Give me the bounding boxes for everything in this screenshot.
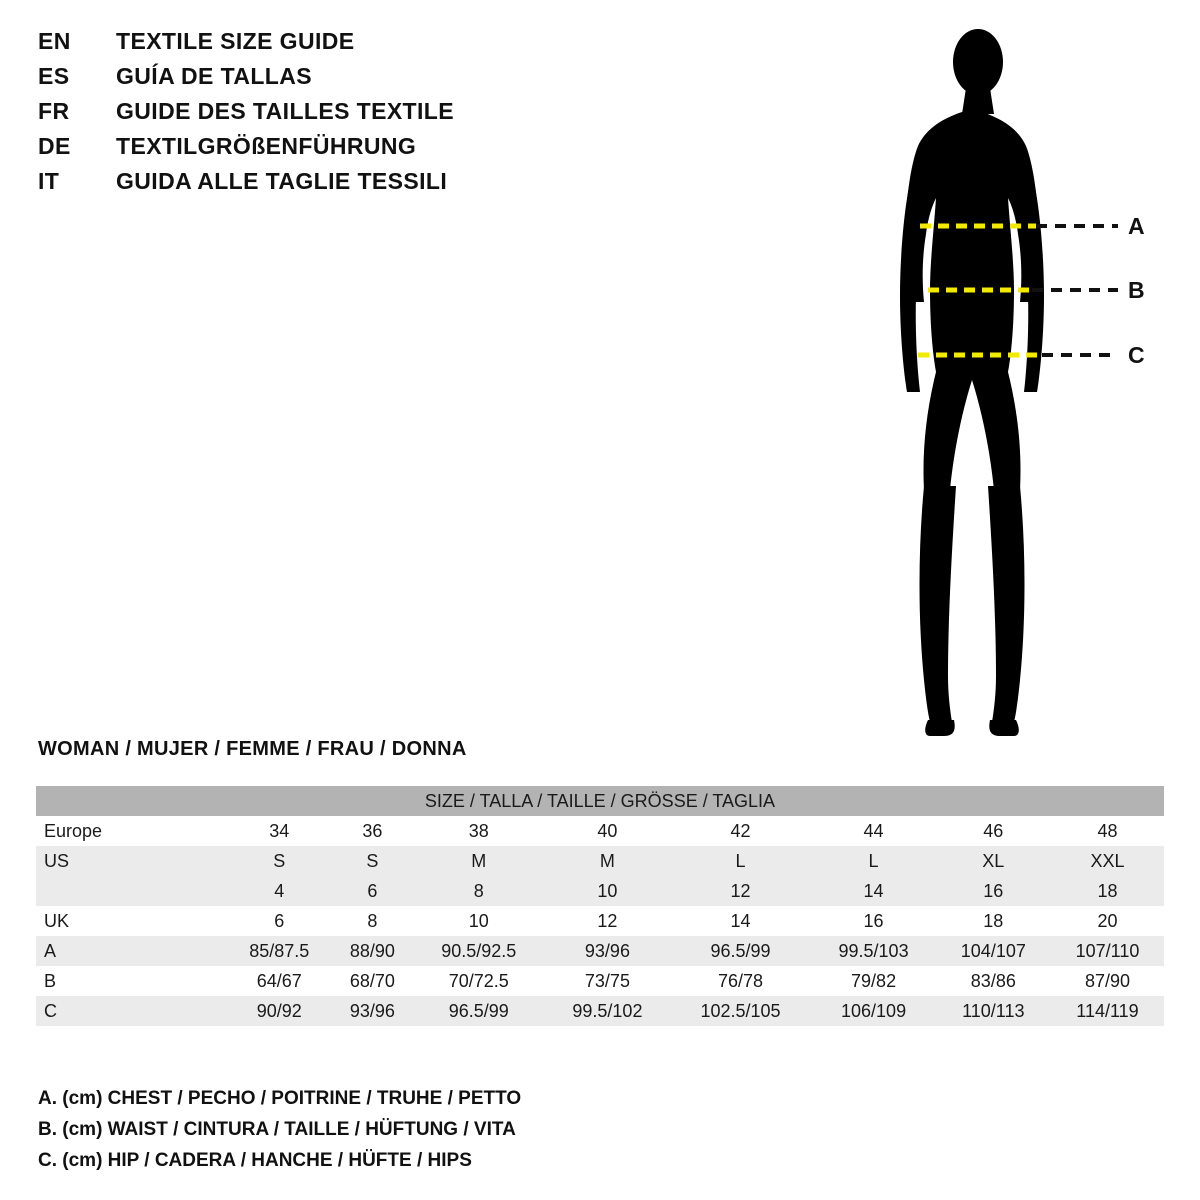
row-label: A xyxy=(36,936,226,966)
title-text: GUIDE DES TAILLES TEXTILE xyxy=(116,98,454,124)
table-cell: 99.5/103 xyxy=(811,936,935,966)
table-cell: S xyxy=(226,846,332,876)
row-label: B xyxy=(36,966,226,996)
title-row xyxy=(38,63,738,98)
table-cell: M xyxy=(412,846,545,876)
title-lang-code: FR xyxy=(38,98,70,124)
table-cell: 110/113 xyxy=(936,996,1051,1026)
table-cell: 93/96 xyxy=(545,936,669,966)
row-label: Europe xyxy=(36,816,226,846)
table-cell: 38 xyxy=(412,816,545,846)
table-cell: 85/87.5 xyxy=(226,936,332,966)
table-cell: L xyxy=(811,846,935,876)
table-cell: 12 xyxy=(545,906,669,936)
table-cell: 48 xyxy=(1051,816,1164,846)
table-cell: 64/67 xyxy=(226,966,332,996)
table-cell: 90/92 xyxy=(226,996,332,1026)
table-cell: 104/107 xyxy=(936,936,1051,966)
row-label: C xyxy=(36,996,226,1026)
table-cell: 42 xyxy=(670,816,812,846)
table-cell: 87/90 xyxy=(1051,966,1164,996)
table-cell: 68/70 xyxy=(332,966,412,996)
title-row xyxy=(38,98,738,133)
table-cell: 46 xyxy=(936,816,1051,846)
title-row xyxy=(38,168,738,203)
table-cell: 6 xyxy=(332,876,412,906)
section-label-woman: WOMAN / MUJER / FEMME / FRAU / DONNA xyxy=(38,738,467,760)
legend-line-a: A. (cm) CHEST / PECHO / POITRINE / TRUHE / PETTO xyxy=(38,1088,522,1109)
table-row xyxy=(36,966,1164,996)
table-cell: 102.5/105 xyxy=(670,996,812,1026)
title-text: TEXTILE SIZE GUIDE xyxy=(116,28,355,54)
table-cell: 44 xyxy=(811,816,935,846)
table-cell: 96.5/99 xyxy=(412,996,545,1026)
row-label: US xyxy=(36,846,226,876)
table-cell: 114/119 xyxy=(1051,996,1164,1026)
table-cell: 8 xyxy=(412,876,545,906)
table-cell: 93/96 xyxy=(332,996,412,1026)
table-cell: 107/110 xyxy=(1051,936,1164,966)
table-cell: 36 xyxy=(332,816,412,846)
table-cell: 34 xyxy=(226,816,332,846)
table-cell: 14 xyxy=(811,876,935,906)
table-row xyxy=(36,846,1164,876)
table-cell: 16 xyxy=(811,906,935,936)
table-cell: 12 xyxy=(670,876,812,906)
table-cell: 79/82 xyxy=(811,966,935,996)
table-cell: 14 xyxy=(670,906,812,936)
table-row xyxy=(36,906,1164,936)
table-cell: XL xyxy=(936,846,1051,876)
title-lang-code: EN xyxy=(38,28,71,54)
table-cell: 96.5/99 xyxy=(670,936,812,966)
table-cell: 76/78 xyxy=(670,966,812,996)
row-label: UK xyxy=(36,906,226,936)
table-header-cell: SIZE / TALLA / TAILLE / GRÖSSE / TAGLIA xyxy=(36,786,1164,816)
legend-line-b: B. (cm) WAIST / CINTURA / TAILLE / HÜFTUNG / VITA xyxy=(38,1119,516,1140)
table-cell: 106/109 xyxy=(811,996,935,1026)
table-header-row xyxy=(36,786,1164,816)
title-lang-code: ES xyxy=(38,63,70,89)
table-cell: 4 xyxy=(226,876,332,906)
table-cell: 83/86 xyxy=(936,966,1051,996)
table-cell: S xyxy=(332,846,412,876)
table-row xyxy=(36,936,1164,966)
title-text: GUÍA DE TALLAS xyxy=(116,63,312,89)
table-cell: 10 xyxy=(545,876,669,906)
title-lang-code: IT xyxy=(38,168,60,194)
table-cell: 18 xyxy=(936,906,1051,936)
table-cell: 90.5/92.5 xyxy=(412,936,545,966)
table-cell: XXL xyxy=(1051,846,1164,876)
table-cell: L xyxy=(670,846,812,876)
title-text: TEXTILGRÖßENFÜHRUNG xyxy=(116,133,417,159)
table-cell: 70/72.5 xyxy=(412,966,545,996)
title-row xyxy=(38,133,738,168)
female-silhouette-icon xyxy=(860,20,1190,740)
table-cell: M xyxy=(545,846,669,876)
table-cell: 6 xyxy=(226,906,332,936)
measure-label-c: C xyxy=(1128,342,1145,368)
table-cell: 16 xyxy=(936,876,1051,906)
table-cell: 18 xyxy=(1051,876,1164,906)
table-cell: 88/90 xyxy=(332,936,412,966)
measure-label-b: B xyxy=(1128,277,1145,303)
table-cell: 10 xyxy=(412,906,545,936)
table-row xyxy=(36,996,1164,1026)
measure-label-a: A xyxy=(1128,213,1145,239)
row-label xyxy=(36,876,226,906)
body-measurement-figure xyxy=(860,20,1190,740)
size-chart-table xyxy=(36,786,1164,1026)
table-cell: 40 xyxy=(545,816,669,846)
legend-line-c: C. (cm) HIP / CADERA / HANCHE / HÜFTE / HIPS xyxy=(38,1150,472,1171)
title-lang-code: DE xyxy=(38,133,71,159)
measurement-legend xyxy=(38,1088,838,1181)
title-row xyxy=(38,28,738,63)
table-cell: 20 xyxy=(1051,906,1164,936)
title-text: GUIDA ALLE TAGLIE TESSILI xyxy=(116,168,448,194)
title-block xyxy=(38,28,738,203)
table-row xyxy=(36,876,1164,906)
table-cell: 73/75 xyxy=(545,966,669,996)
table-row xyxy=(36,816,1164,846)
table-cell: 8 xyxy=(332,906,412,936)
table-cell: 99.5/102 xyxy=(545,996,669,1026)
